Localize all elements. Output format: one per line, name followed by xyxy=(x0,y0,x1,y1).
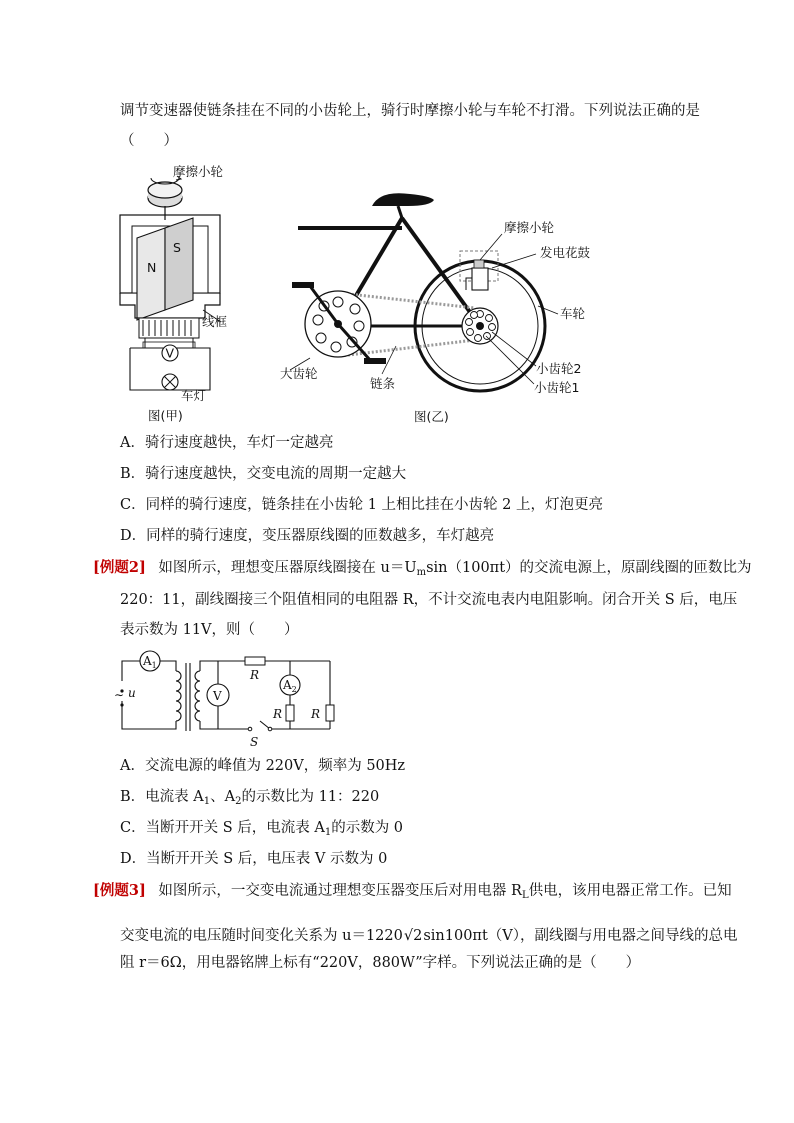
q1-stem-line1: 调节变速器使链条挂在不同的小齿轮上，骑行时摩擦小轮与车轮不打滑。下列说法正确的是 xyxy=(120,103,700,119)
q3-line2-b: sin100πt（V），副线圈与用电器之间导线的总电 xyxy=(423,928,738,944)
resistor-middle xyxy=(286,705,294,721)
yi-small-gear1-label: 小齿轮1 xyxy=(534,380,580,395)
generator-hub xyxy=(472,268,488,290)
v-label: V xyxy=(213,689,222,703)
friction-wheel-label: 摩擦小轮 xyxy=(173,164,224,179)
magnet-n-label: N xyxy=(147,260,157,275)
voltmeter-label: V xyxy=(165,345,175,361)
q2-option-d: D．当断开开关 S 后，电压表 V 示数为 0 xyxy=(120,851,388,867)
saddle xyxy=(372,193,434,206)
yi-chain-label: 链条 xyxy=(370,376,396,391)
q2-line1-b: sin（100πt）的交流电源上，原副线圈的匝数比为 xyxy=(426,560,752,576)
r-label-3: R xyxy=(311,707,321,721)
lamp-label: 车灯 xyxy=(181,388,207,403)
a2-label: $A_2$ xyxy=(283,678,297,694)
q1-option-a: A．骑行速度越快，车灯一定越亮 xyxy=(120,435,334,451)
yi-big-gear-label: 大齿轮 xyxy=(280,366,318,381)
q2-option-b: B．电流表 $A_1$、$A_2$的示数比为 11：220 xyxy=(120,789,380,807)
q2-line1-a: 如图所示，理想变压器原线圈接在 u＝U xyxy=(158,560,417,576)
ac-source-symbol: ∼ xyxy=(114,688,125,702)
q3-line2 xyxy=(120,926,738,946)
resistor-right xyxy=(326,705,334,721)
magnet-s-label: S xyxy=(173,240,181,255)
q2-line3: 表示数为 11V，则（ ） xyxy=(120,622,299,638)
sqrt-2: √2 xyxy=(403,928,423,944)
yi-hub-label: 发电花鼓 xyxy=(540,245,591,260)
q2-circuit xyxy=(110,645,340,750)
q2-option-c: C．当断开开关 S 后，电流表 $A_1$的示数为 0 xyxy=(120,820,404,838)
resistor-series xyxy=(245,657,265,665)
q3-tag: [例题3] xyxy=(93,882,146,899)
yi-friction-wheel-label: 摩擦小轮 xyxy=(504,220,555,235)
q3-line1-sub: L xyxy=(521,890,529,901)
q2-line1-sub: m xyxy=(416,567,427,578)
caption-yi: 图(乙) xyxy=(414,409,449,424)
caption-jia: 图(甲) xyxy=(148,408,183,423)
figure-yi xyxy=(280,178,620,433)
r-label-2: R xyxy=(273,707,283,721)
q2-option-a: A．交流电源的峰值为 220V，频率为 50Hz xyxy=(120,758,406,774)
switch-s-label: S xyxy=(250,735,259,749)
yi-small-gear2-label: 小齿轮2 xyxy=(536,361,582,376)
ac-u-label: u xyxy=(128,686,136,700)
q1-option-c: C．同样的骑行速度，链条挂在小齿轮 1 上相比挂在小齿轮 2 上，灯泡更亮 xyxy=(120,497,603,513)
q3-line3: 阻 r＝6Ω，用电器铭牌上标有“220V，880W”字样。下列说法正确的是（ ） xyxy=(120,955,641,971)
q3-line1-b: 供电，该用电器正常工作。已知 xyxy=(528,883,732,899)
q1-option-b: B．骑行速度越快，交变电流的周期一定越大 xyxy=(120,466,407,482)
figure-jia xyxy=(115,160,250,430)
r-label-1: R xyxy=(250,668,260,682)
q3-line1 xyxy=(93,881,732,906)
q2-line1 xyxy=(93,558,752,583)
yi-wheel-label: 车轮 xyxy=(560,306,586,321)
q1-stem-line2: （ ） xyxy=(120,133,178,149)
q2-line2: 220：11，副线圈接三个阻值相同的电阻器 R，不计交流电表内电阻影响。闭合开关 S 后，电压 xyxy=(120,592,738,608)
q2-tag: [例题2] xyxy=(93,559,146,576)
frame-label: 线框 xyxy=(202,314,228,329)
q3-line1-a: 如图所示，一交变电流通过理想变压器变压后对用电器 R xyxy=(158,883,522,899)
q1-option-d: D．同样的骑行速度，变压器原线圈的匝数越多，车灯越亮 xyxy=(120,528,495,544)
a1-label: $A_1$ xyxy=(143,654,157,670)
q3-line2-a: 交变电流的电压随时间变化关系为 u＝1220 xyxy=(120,928,403,944)
